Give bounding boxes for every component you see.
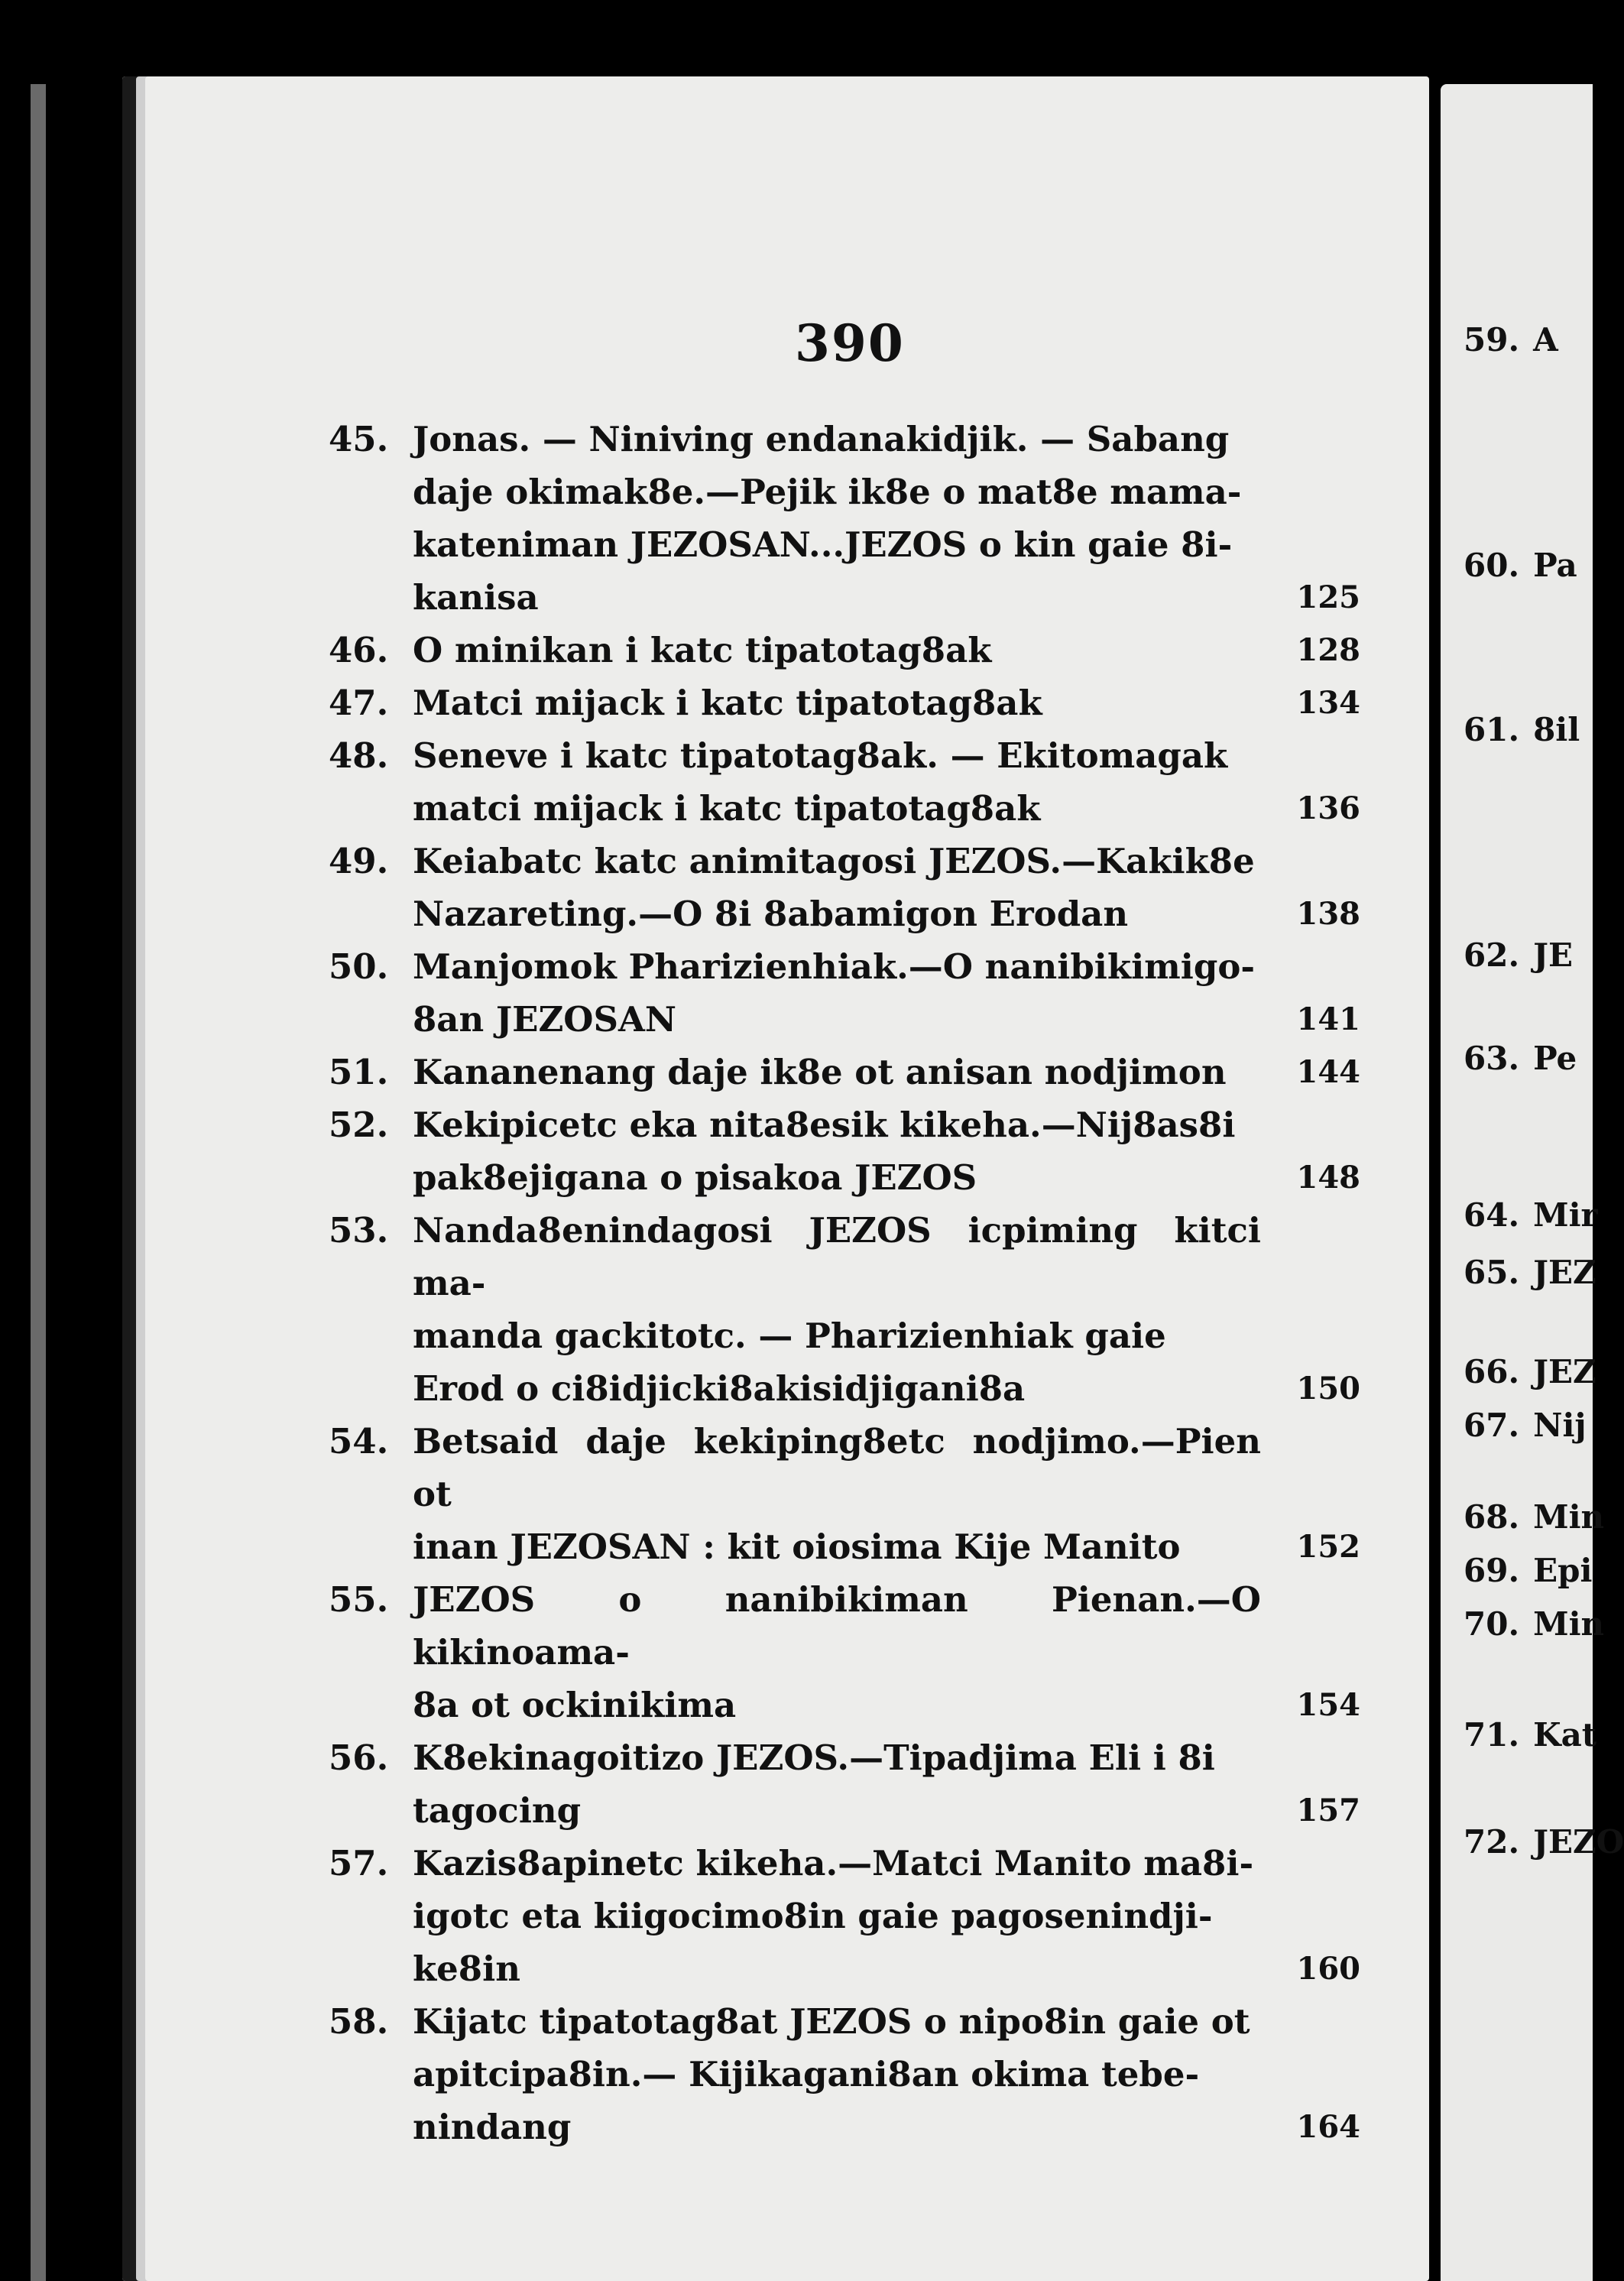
right-page-entry [1464, 1040, 1577, 1077]
toc-entry-page: 144 [1296, 1054, 1360, 1090]
right-page-entry [1464, 936, 1573, 974]
toc-entry-page: 148 [1296, 1160, 1360, 1196]
toc-entry-title: Kekipicetc eka nita8esik kikeha.—Nij8as8i pak8ejigana o pisakoa JEZOS [413, 1105, 1236, 1198]
toc-entry [329, 940, 1360, 1046]
right-page-entry-number: 60. [1464, 547, 1520, 584]
toc-entry-title: Seneve i katc tipatotag8ak. — Ekitomagak matci mijack i katc tipatotag8ak [413, 735, 1228, 829]
toc-entry-title: K8ekinagoitizo JEZOS.—Tipadjima Eli i 8i tagocing [413, 1738, 1215, 1831]
toc-entry [329, 1837, 1360, 1995]
right-page-entry-number: 62. [1464, 936, 1520, 974]
toc-entry-number: 57. [329, 1843, 389, 1884]
toc-entry-title: Kananenang daje ik8e ot anisan nodjimon [413, 1052, 1227, 1092]
toc-entry-number: 50. [329, 946, 389, 987]
toc-entry-number: 55. [329, 1579, 389, 1620]
right-page-entry-text: JEZ [1533, 1353, 1596, 1390]
right-page-entry-number: 59. [1464, 321, 1520, 359]
toc-entry [329, 624, 1360, 677]
right-page [1441, 84, 1624, 2281]
toc-entry-title: Matci mijack i katc tipatotag8ak [413, 683, 1042, 723]
toc-entry-title: Manjomok Pharizienhiak.—O nanibikimigo- 8an JEZOSAN [413, 946, 1256, 1040]
toc-entry [329, 413, 1360, 624]
right-page-entry-number: 67. [1464, 1407, 1520, 1444]
toc-entry-title: Jonas. — Niniving endanakidjik. — Sabang daje okimak8e.—Pejik ik8e o mat8e mama- kateniman JEZOSAN...JEZOS o kin gaie 8i- kanisa [413, 419, 1242, 618]
right-page-entry-number: 66. [1464, 1353, 1520, 1390]
toc-entry [329, 835, 1360, 940]
toc-entry-number: 52. [329, 1105, 389, 1145]
toc-entry-title: Kazis8apinetc kikeha.—Matci Manito ma8i- igotc eta kiigocimo8in gaie pagosenindji- ke8in [413, 1843, 1254, 1989]
toc-entry-page: 136 [1296, 790, 1360, 826]
toc-entry-title: Keiabatc katc animitagosi JEZOS.—Kakik8e Nazareting.—O 8i 8abamigon Erodan [413, 841, 1255, 934]
right-page-entry-text: Mir [1533, 1196, 1598, 1234]
toc-entry-number: 56. [329, 1738, 389, 1778]
right-page-entry [1464, 1823, 1624, 1861]
right-page-entry-text: JEZ [1533, 1254, 1596, 1291]
toc-entry [329, 729, 1360, 835]
toc-entry-page: 138 [1296, 896, 1360, 932]
toc-entry [329, 677, 1360, 729]
right-page-entry-text: Pe [1533, 1040, 1577, 1077]
right-page-entry-number: 61. [1464, 711, 1520, 748]
toc-entry-number: 47. [329, 683, 389, 723]
toc-entry-title: JEZOS o nanibikiman Pienan.—O kikinoama- 8a ot ockinikima [413, 1579, 1261, 1725]
right-page-entry-text: Epi [1533, 1552, 1593, 1589]
right-page-entry [1464, 1552, 1592, 1589]
toc-entry-number: 48. [329, 735, 389, 776]
right-page-entry-text: Nij [1533, 1407, 1587, 1444]
right-page-entry [1464, 1254, 1596, 1291]
toc-entry [329, 1731, 1360, 1837]
right-page-entry [1464, 711, 1580, 748]
right-page-entry-number: 65. [1464, 1254, 1520, 1291]
right-page-entry [1464, 1353, 1596, 1390]
right-page-entry [1464, 1605, 1604, 1643]
right-page-entry-text: 8il [1533, 711, 1580, 748]
toc-entry-page: 134 [1296, 685, 1360, 721]
toc-entry [329, 1098, 1360, 1204]
right-page-entry [1464, 1196, 1598, 1234]
right-page-entry-text: Min [1533, 1605, 1605, 1643]
right-page-entry-number: 70. [1464, 1605, 1520, 1643]
toc-entry [329, 1573, 1360, 1731]
toc-entry-page: 164 [1296, 2109, 1360, 2145]
table-of-contents [329, 413, 1360, 2153]
toc-entry-page: 141 [1296, 1001, 1360, 1037]
toc-entry [329, 1204, 1360, 1415]
toc-entry-number: 54. [329, 1421, 389, 1462]
right-page-entry-text: A [1533, 321, 1558, 359]
toc-entry-page: 128 [1296, 632, 1360, 668]
toc-entry-title: Nanda8enindagosi JEZOS icpiming kitci ma- manda gackitotc. — Pharizienhiak gaie Erod o ci8idjicki8akisidjigani8a [413, 1210, 1261, 1409]
right-page-entry [1464, 1716, 1596, 1754]
right-page-entry-text: Min [1533, 1498, 1605, 1536]
book-spine-edge [31, 84, 46, 2281]
right-page-entry-number: 69. [1464, 1552, 1520, 1589]
toc-entry-page: 157 [1296, 1793, 1360, 1828]
toc-entry-page: 154 [1296, 1687, 1360, 1723]
right-page-entry [1464, 547, 1577, 584]
toc-entry-title: O minikan i katc tipatotag8ak [413, 630, 992, 670]
toc-entry-page: 150 [1296, 1371, 1360, 1407]
right-page-entry-text: JEZO [1533, 1823, 1624, 1861]
right-page-entry-number: 68. [1464, 1498, 1520, 1536]
right-page-entry [1464, 321, 1558, 359]
toc-entry-page: 160 [1296, 1951, 1360, 1987]
toc-entry [329, 1995, 1360, 2153]
toc-entry-title: Betsaid daje kekiping8etc nodjimo.—Pien ot inan JEZOSAN : kit oiosima Kije Manito [413, 1421, 1261, 1567]
right-page-entry [1464, 1407, 1587, 1444]
toc-entry-number: 49. [329, 841, 389, 881]
toc-entry-number: 51. [329, 1052, 389, 1092]
right-page-entry-number: 64. [1464, 1196, 1520, 1234]
right-page-entry-text: Pa [1533, 547, 1577, 584]
toc-entry-number: 58. [329, 2001, 389, 2042]
right-page-entry-number: 63. [1464, 1040, 1520, 1077]
right-page-entry-text: Kat [1533, 1716, 1597, 1754]
toc-entry-number: 46. [329, 630, 389, 670]
right-page-entry-number: 71. [1464, 1716, 1520, 1754]
toc-entry-number: 53. [329, 1210, 389, 1251]
toc-entry-number: 45. [329, 419, 389, 459]
toc-entry-page: 125 [1296, 579, 1360, 615]
page-number: 390 [795, 313, 905, 373]
toc-entry-title: Kijatc tipatotag8at JEZOS o nipo8in gaie ot apitcipa8in.— Kijikagani8an okima tebe- nindang [413, 2001, 1250, 2147]
toc-entry [329, 1415, 1360, 1573]
toc-entry [329, 1046, 1360, 1098]
right-page-entry [1464, 1498, 1604, 1536]
right-page-entry-text: JE [1533, 936, 1573, 974]
right-page-entry-number: 72. [1464, 1823, 1520, 1861]
toc-entry-page: 152 [1296, 1529, 1360, 1565]
